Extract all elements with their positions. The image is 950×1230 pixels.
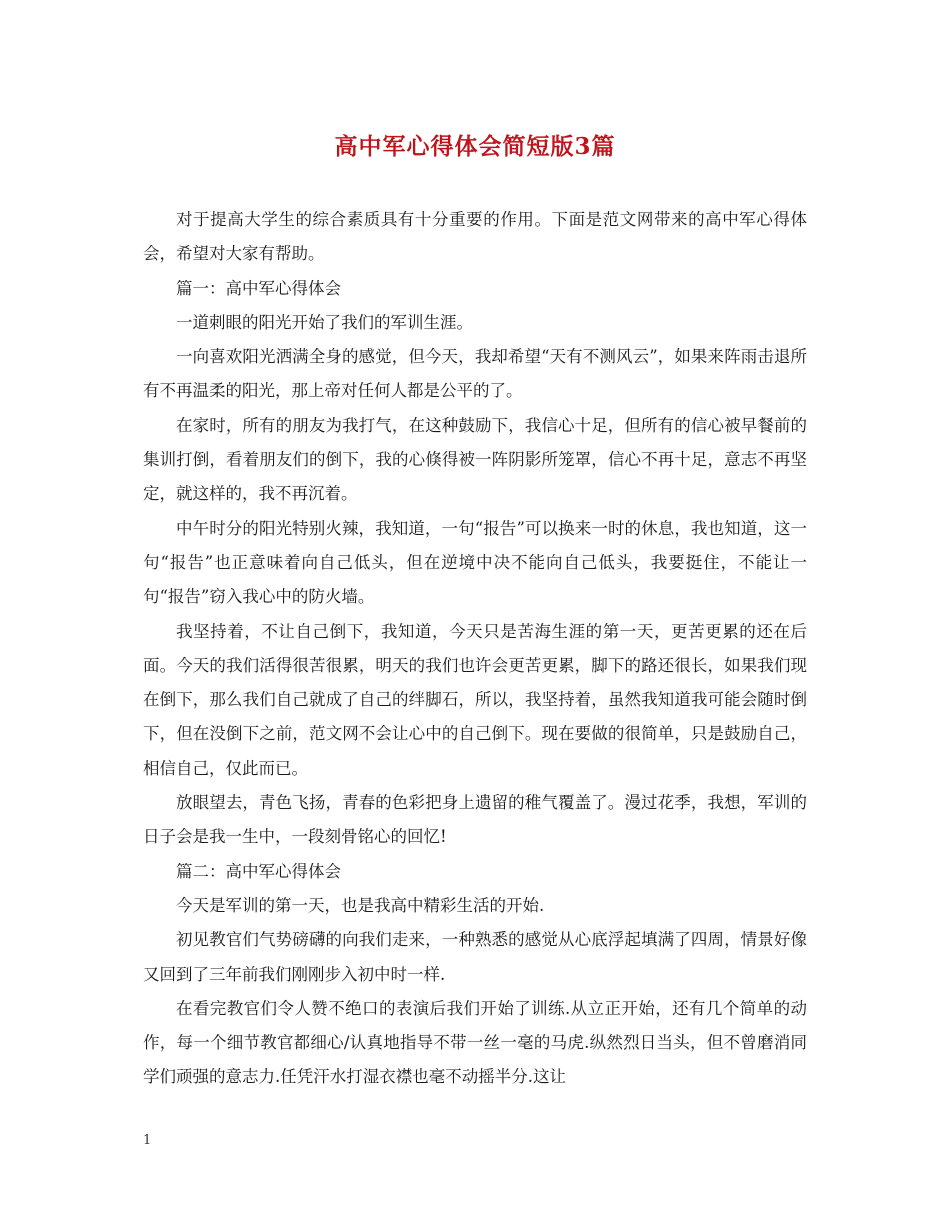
section-heading-1: 篇一：高中军心得体会 (176, 278, 341, 298)
paragraph: 初见教官们气势磅礴的向我们走来，一种熟悉的感觉从心底浮起填满了四周，情景好像又回到了三年前我们刚刚步入初中时一样. (143, 930, 807, 984)
section-heading-2: 篇二：高中军心得体会 (176, 861, 341, 881)
paragraph: 在家时，所有的朋友为我打气，在这种鼓励下，我信心十足，但所有的信心被早餐前的集训打倒，看着朋友们的倒下，我的心倏得被一阵阴影所笼罩，信心不再十足，意志不再坚定，就这样的，我不再沉着。 (143, 415, 807, 504)
paragraph: 一道刺眼的阳光开始了我们的军训生涯。 (176, 312, 473, 332)
document-title: 高中军心得体会简短版3篇 (334, 133, 616, 160)
paragraph: 今天是军训的第一天，也是我高中精彩生活的开始. (176, 895, 545, 915)
paragraph: 中午时分的阳光特别火辣，我知道，一句“报告”可以换来一时的休息，我也知道，这一句“报告”也正意味着向自己低头，但在逆境中决不能向自己低头，我要挺住，不能让一句“报告”窃入我心中的防火墙。 (143, 518, 807, 607)
paragraph: 在看完教官们令人赞不绝口的表演后我们开始了训练.从立正开始，还有几个简单的动作，每一个细节教官都细心/认真地指导不带一丝一毫的马虎.纵然烈日当头，但不曾磨消同学们顽强的意志力.任凭汗水打湿衣襟也毫不动摇半分.这让 (143, 998, 807, 1087)
document-body (143, 203, 807, 1095)
paragraph-intro: 对于提高大学生的综合素质具有十分重要的作用。下面是范文网带来的高中军心得体会，希望对大家有帮助。 (143, 210, 807, 264)
paragraph: 放眼望去，青色飞扬，青春的色彩把身上遗留的稚气覆盖了。漫过花季，我想，军训的日子会是我一生中，一段刻骨铭心的回忆! (143, 793, 807, 847)
paragraph: 一向喜欢阳光洒满全身的感觉，但今天，我却希望“天有不测风云”，如果来阵雨击退所有不再温柔的阳光，那上帝对任何人都是公平的了。 (143, 347, 807, 401)
paragraph: 我坚持着，不让自己倒下，我知道，今天只是苦海生涯的第一天，更苦更累的还在后面。今天的我们活得很苦很累，明天的我们也许会更苦更累，脚下的路还很长，如果我们现在倒下，那么我们自己就成了自己的绊脚石，所以，我坚持着，虽然我知道我可能会随时倒下，但在没倒下之前，范文网不会让心中的自己倒下。现在要做的很简单，只是鼓励自己，相信自己，仅此而已。 (143, 621, 807, 778)
page-number: 1 (143, 1133, 152, 1148)
